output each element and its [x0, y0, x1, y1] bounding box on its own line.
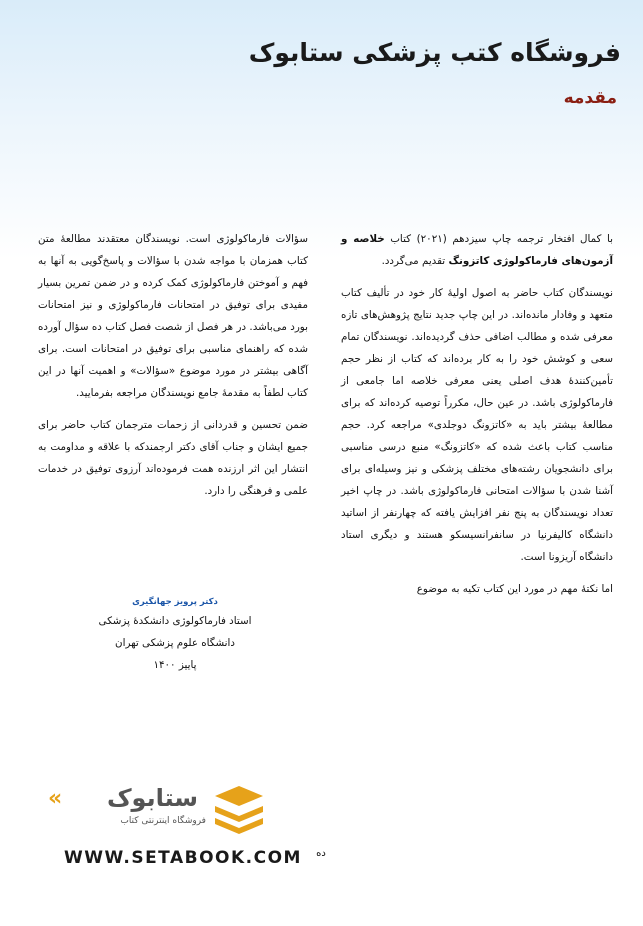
book-title: خلاصه و آزمون‌های فارماکولوژی کاتزونگ	[341, 233, 613, 267]
logo-tagline: فروشگاه اینترنتی کتاب	[120, 816, 206, 826]
book-stack-icon	[210, 782, 268, 840]
section-heading: مقدمه	[563, 88, 617, 108]
signature-name: دکتر پرویز جهانگیری	[132, 597, 218, 607]
signature-title: استاد فارماکولوژی دانشکدهٔ پزشکی	[98, 615, 252, 627]
setabook-logo	[26, 782, 306, 840]
body-paragraph: نویسندگان کتاب حاضر به اصول اولیهٔ کار خود در تألیف کتاب متعهد و وفادار مانده‌اند. در این چاپ جدید نتایج پژوهش‌های تازه معرفی شده و مطالب اضافی حذف گردیده‌اند. نویسندگان تمام سعی و کوشش خود را به کار برده‌اند که کتاب از نظر حجم تأمین‌کنندهٔ هدف اصلی یعنی معرفی خلاصه اما جامعی از فارماکولوژی باشد. در عین حال، مکرراً توصیه کرده‌اند که برای مطالعهٔ بیشتر باید به «کاتزونگ دوجلدی» مراجعه کرد. حجم مناسب کتاب باعث شده که «کاتزونگ» منبع درسی مناسبی برای دانشجویان رشته‌های مختلف پزشکی و نیز وسیله‌ای برای آشنا شدن با سؤالات امتحانی فارماکولوژی باشد. در چاپ اخیر تعداد نویسندگان به پنج نفر افزایش یافته که چهارنفر از اساتید دانشگاه کالیفرنیا در سانفرانسیسکو هستند و دیگری استاد دانشگاه آریزونا است.	[341, 287, 613, 563]
body-paragraph: سؤالات فارماکولوژی است. نویسندگان معتقدند مطالعهٔ متن کتاب همزمان با مواجه شدن با سؤالات و پاسخ‌گویی به آنها به فهم و آموختن فارماکولوژی کمک کرده و در ضمن تمرین بسیار مفیدی برای توفیق در امتحانات فارماکولوژی و نیز امتحانات بورد می‌باشد. در هر فصل از شصت فصل کتاب ده سؤال آورده شده که راهنمای مناسبی برای توفیق در امتحانات است. برای آگاهی بیشتر در مورد موضوع «سؤالات» و اهمیت آنها در این کتاب لطفاً به مقدمهٔ جامع نویسندگان مراجعه بفرمایید.	[38, 233, 308, 399]
right-text-column	[341, 228, 613, 600]
left-text-column	[38, 228, 308, 502]
intro-paragraph	[341, 228, 613, 272]
signature-block	[55, 594, 295, 676]
intro-text: با کمال افتخار ترجمه چاپ سیزدهم (۲۰۲۱) کتاب	[390, 233, 613, 245]
intro-text-end: تقدیم می‌گردد.	[381, 255, 446, 267]
site-title: فروشگاه کتب پزشکی ستابوک	[248, 38, 621, 67]
logo-arrows-icon: «	[48, 786, 63, 811]
logo-brand: ستابوک	[106, 784, 198, 812]
signature-date: پاییز ۱۴۰۰	[153, 659, 197, 671]
site-url: WWW.SETABOOK.COM	[64, 848, 302, 868]
signature-university: دانشگاه علوم پزشکی تهران	[115, 637, 235, 649]
body-paragraph-continued: اما نکتهٔ مهم در مورد این کتاب تکیه به موضوع	[416, 583, 613, 595]
page-number: ده	[316, 848, 326, 859]
acknowledgement-paragraph: ضمن تحسین و قدردانی از زحمات مترجمان کتاب حاضر برای جمیع ایشان و جناب آقای دکتر ارجمندکه با علاقه و مداومت به انتشار این اثر ارزنده همت فرموده‌اند آرزوی توفیق در خدمات علمی و فرهنگی را دارد.	[38, 419, 308, 497]
